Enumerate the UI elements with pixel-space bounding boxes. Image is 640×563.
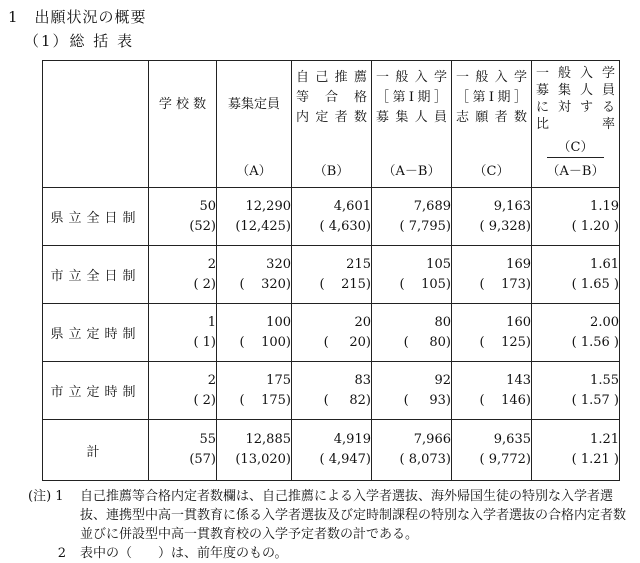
footnote-1: (注) 1 自己推薦等合格内定者数欄は、自己推薦による入学者選抜、海外帰国生徒の特別な入学者選抜、連携型中高一貫教育に係る入学者選抜及び定時制課程の特別な入学者選抜の合格内定者数並びに併設型中高一貫教育校の入学予定者数の計である。 bbox=[28, 489, 627, 542]
cell-self: 4,601 ( 4,630) bbox=[292, 188, 372, 246]
cell-self: 83 ( 82) bbox=[292, 362, 372, 420]
table-row bbox=[43, 362, 620, 420]
table-row bbox=[43, 246, 620, 304]
cell-general-capacity: 7,689 ( 7,795) bbox=[372, 188, 452, 246]
cell-schools: 55 (57) bbox=[149, 420, 217, 481]
row-label-total: 計 bbox=[43, 420, 149, 481]
table-row-total bbox=[43, 420, 620, 481]
header-general-applicants: 一般入学 ［第Ⅰ期］ 志願者数 （C） bbox=[452, 61, 532, 188]
cell-general-capacity: 92 ( 93) bbox=[372, 362, 452, 420]
cell-ratio: 2.00 ( 1.56 ) bbox=[532, 304, 620, 362]
cell-general-applicants: 143 ( 146) bbox=[452, 362, 532, 420]
cell-general-capacity: 105 ( 105) bbox=[372, 246, 452, 304]
cell-self: 4,919 ( 4,947) bbox=[292, 420, 372, 481]
table-header-row bbox=[43, 61, 620, 188]
row-label: 県立全日制 bbox=[43, 188, 149, 246]
row-label: 市立定時制 bbox=[43, 362, 149, 420]
cell-schools: 2 ( 2) bbox=[149, 362, 217, 420]
cell-schools: 2 ( 2) bbox=[149, 246, 217, 304]
header-general-capacity: 一般入学 ［第Ⅰ期］ 募集人員 （A－B） bbox=[372, 61, 452, 188]
cell-general-capacity: 7,966 ( 8,073) bbox=[372, 420, 452, 481]
cell-capacity: 175 ( 175) bbox=[217, 362, 292, 420]
cell-schools: 50 (52) bbox=[149, 188, 217, 246]
cell-ratio: 1.19 ( 1.20 ) bbox=[532, 188, 620, 246]
section-heading: 1 出願状況の概要 bbox=[8, 8, 147, 26]
cell-self: 20 ( 20) bbox=[292, 304, 372, 362]
cell-general-capacity: 80 ( 80) bbox=[372, 304, 452, 362]
cell-capacity: 12,290 (12,425) bbox=[217, 188, 292, 246]
cell-general-applicants: 9,163 ( 9,328) bbox=[452, 188, 532, 246]
table-row bbox=[43, 304, 620, 362]
summary-table bbox=[42, 60, 620, 481]
header-empty-cell bbox=[43, 61, 149, 188]
subsection-heading: （1）総 括 表 bbox=[24, 32, 135, 50]
cell-schools: 1 ( 1) bbox=[149, 304, 217, 362]
header-ratio: 一般入学 募集人員 に対する 比 率 $\frac{(C)}{(A-B)}$ bbox=[532, 61, 620, 188]
cell-capacity: 12,885 (13,020) bbox=[217, 420, 292, 481]
header-self-recommendation: 自己推薦 等 合 格 内定者数 （B） bbox=[292, 61, 372, 188]
header-capacity: 募集定員 （A） bbox=[217, 61, 292, 188]
cell-general-applicants: 160 ( 125) bbox=[452, 304, 532, 362]
cell-ratio: 1.21 ( 1.21 ) bbox=[532, 420, 620, 481]
row-label: 県立定時制 bbox=[43, 304, 149, 362]
cell-capacity: 320 ( 320) bbox=[217, 246, 292, 304]
footnote-2: 2 表中の（ ）は、前年度のもの。 bbox=[57, 546, 288, 561]
cell-ratio: 1.55 ( 1.57 ) bbox=[532, 362, 620, 420]
row-label: 市立全日制 bbox=[43, 246, 149, 304]
cell-general-applicants: 9,635 ( 9,772) bbox=[452, 420, 532, 481]
cell-self: 215 ( 215) bbox=[292, 246, 372, 304]
cell-general-applicants: 169 ( 173) bbox=[452, 246, 532, 304]
cell-capacity: 100 ( 100) bbox=[217, 304, 292, 362]
cell-ratio: 1.61 ( 1.65 ) bbox=[532, 246, 620, 304]
ratio-fraction: $\frac{(C)}{(A-B)}$ bbox=[547, 136, 605, 179]
header-schools: 学 校 数 bbox=[149, 61, 217, 188]
footnotes bbox=[28, 487, 628, 563]
table-row bbox=[43, 188, 620, 246]
